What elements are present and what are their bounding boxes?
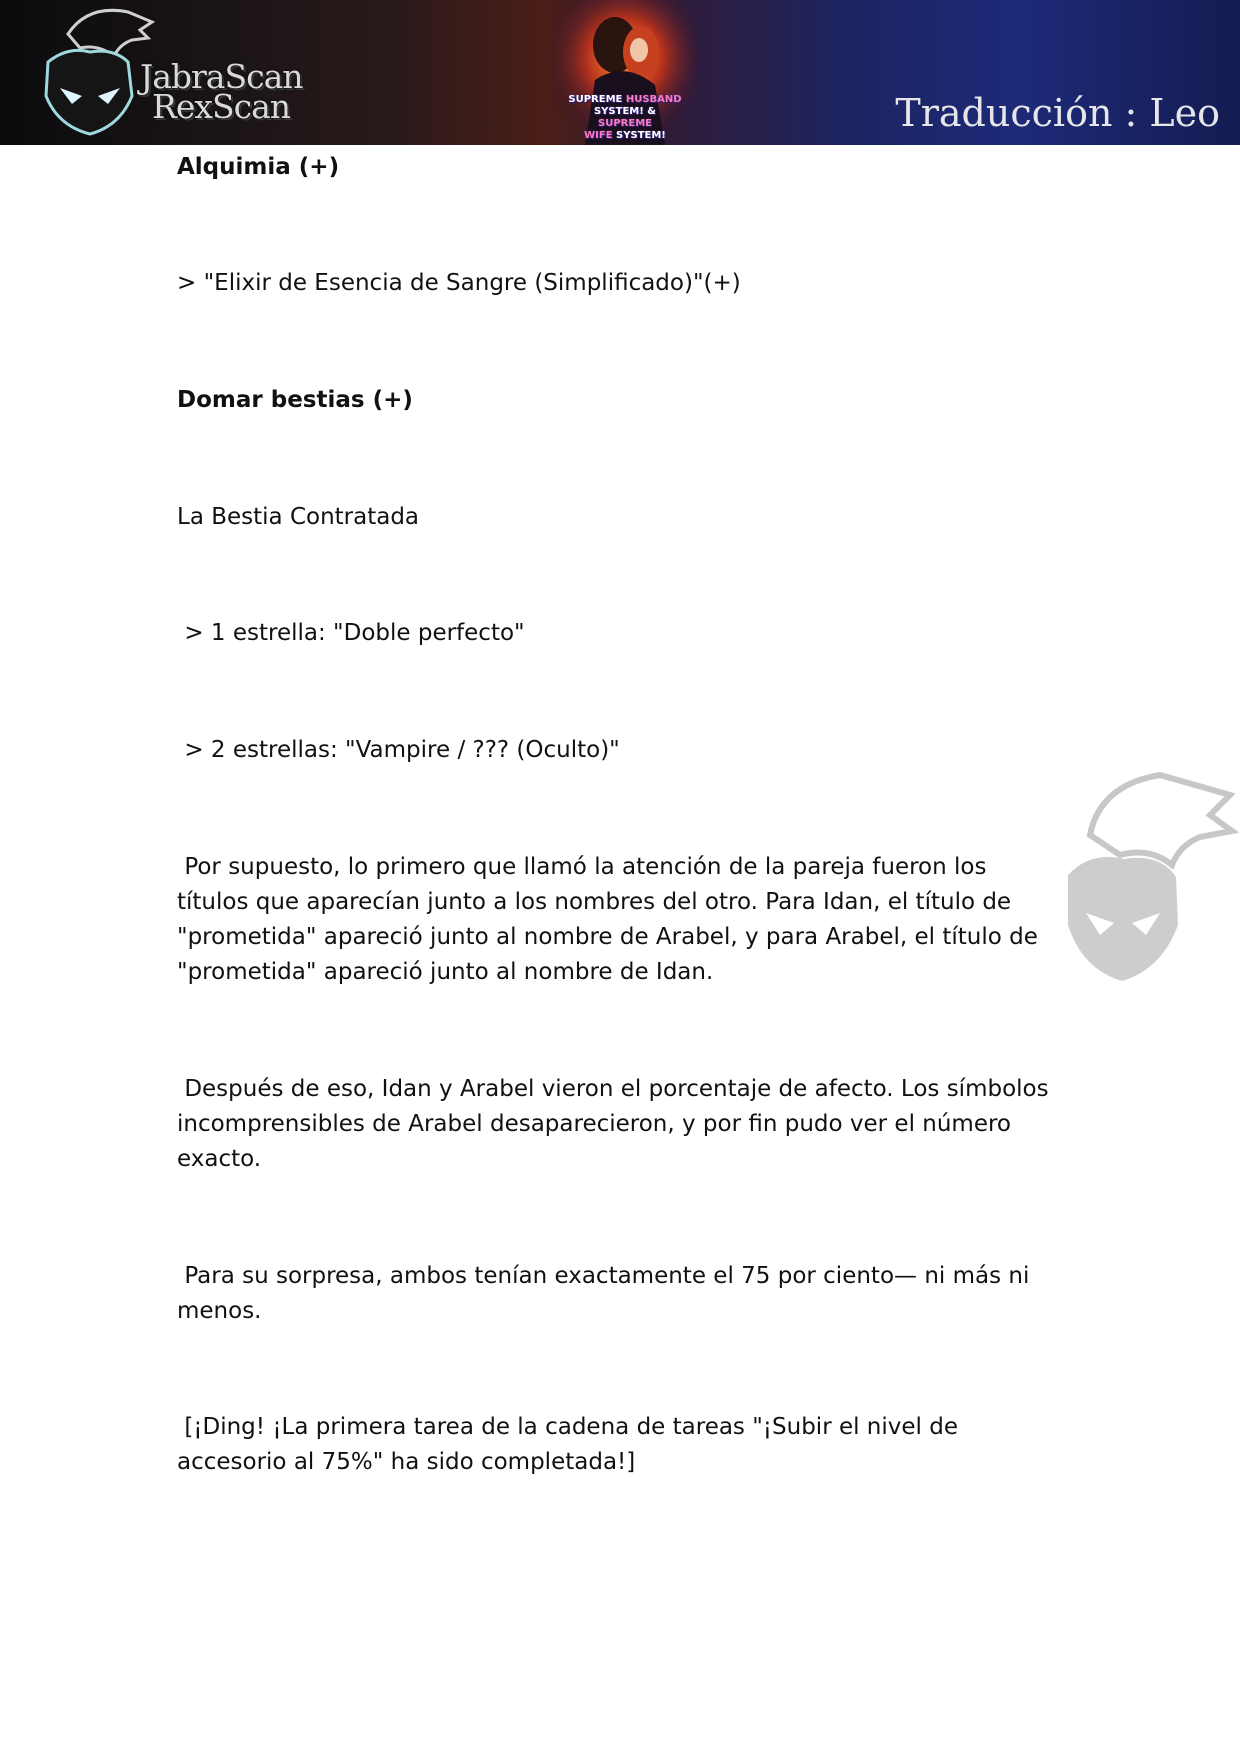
series-line-2a: SYSTEM! &: [593, 106, 656, 117]
star-2-item: > 2 estrellas: "Vampire / ??? (Oculto)": [177, 737, 620, 763]
series-line-2b: SUPREME: [598, 118, 652, 129]
paragraph-titles: Por supuesto, lo primero que llamó la atención de la pareja fueron los títulos que aparecían junto a los nombres del otro. Para Idan, el título de "prometida" apareció junto al nombre de Arabel, y para Arabel, el título de "prometida" apareció junto al nombre de Idan.: [177, 854, 1038, 985]
elixir-item: > "Elixir de Esencia de Sangre (Simplificado)"(+): [177, 270, 741, 296]
system-notification: [¡Ding! ¡La primera tarea de la cadena de tareas "¡Subir el nivel de accesorio al 75%" ha sido completada!]: [177, 1414, 958, 1475]
logo-line-1: JabraScan: [140, 57, 303, 96]
heading-alchemy: Alquimia (+): [177, 154, 340, 180]
star-1-item: > 1 estrella: "Doble perfecto": [177, 620, 525, 646]
paragraph-affection: Después de eso, Idan y Arabel vieron el porcentaje de afecto. Los símbolos incomprensibles de Arabel desaparecieron, y por fin pudo ver el número exacto.: [177, 1076, 1049, 1172]
heading-beast-taming: Domar bestias (+): [177, 387, 413, 413]
series-line-3a: WIFE: [584, 130, 613, 141]
series-line-1a: SUPREME: [568, 94, 626, 105]
series-line-3b: SYSTEM!: [612, 130, 666, 141]
header-banner: [0, 0, 1240, 145]
contracted-beast-label: La Bestia Contratada: [177, 504, 420, 530]
paragraph-surprise: Para su sorpresa, ambos tenían exactamente el 75 por ciento— ni más ni menos.: [177, 1263, 1030, 1324]
translator-credit: Traducción : Leo: [895, 91, 1220, 135]
series-line-1b: HUSBAND: [625, 94, 682, 105]
dinosaur-mask-logo-icon: [28, 4, 158, 140]
logo-line-2: RexScan: [152, 87, 291, 126]
dinosaur-mask-watermark-icon: [1060, 755, 1240, 985]
site-logo-text: [140, 57, 303, 126]
series-title-badge: [566, 94, 684, 142]
